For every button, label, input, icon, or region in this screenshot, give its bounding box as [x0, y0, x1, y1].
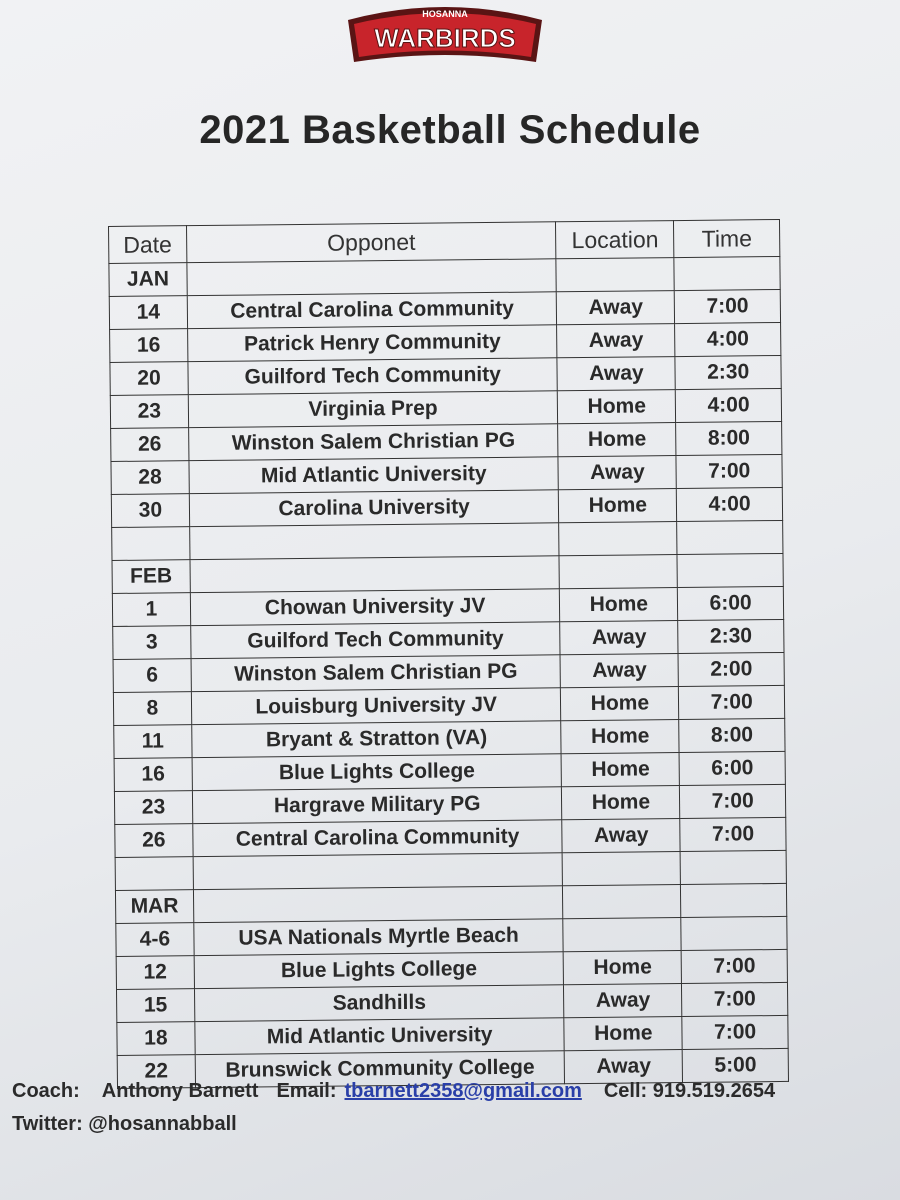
game-date: 28 [111, 461, 189, 495]
game-time: 7:00 [680, 817, 786, 851]
game-time [681, 916, 787, 950]
game-location: Away [564, 984, 682, 1018]
spacer-cell [677, 520, 783, 554]
game-time: 7:00 [682, 1015, 788, 1049]
game-time: 7:00 [679, 685, 785, 719]
spacer-cell [563, 852, 681, 886]
game-location: Away [562, 819, 680, 853]
month-empty-cell [193, 886, 563, 923]
game-time: 4:00 [677, 487, 783, 521]
page-title: 2021 Basketball Schedule [199, 108, 701, 152]
game-opponent: Bryant & Stratton (VA) [192, 721, 562, 758]
game-time: 4:00 [675, 322, 781, 356]
game-date: 26 [115, 824, 193, 858]
game-date: 23 [110, 395, 188, 429]
game-location: Away [557, 357, 675, 391]
game-date: 3 [113, 626, 191, 660]
game-time: 7:00 [682, 982, 788, 1016]
game-time: 8:00 [679, 718, 785, 752]
month-empty-cell [677, 553, 783, 587]
game-opponent: Mid Atlantic University [195, 1018, 565, 1055]
logo-small-text: HOSANNA [422, 9, 468, 19]
game-time: 2:30 [675, 355, 781, 389]
game-date: 26 [111, 428, 189, 462]
game-location: Away [557, 324, 675, 358]
month-label: FEB [112, 560, 190, 594]
spacer-cell [112, 527, 190, 561]
game-date: 30 [111, 494, 189, 528]
game-date: 16 [114, 758, 192, 792]
schedule-table [108, 219, 789, 1089]
game-date: 12 [116, 956, 194, 990]
cell-number: Cell: 919.519.2654 [603, 1080, 776, 1102]
header-date: Date [109, 226, 187, 264]
game-time: 7:00 [681, 949, 787, 983]
game-opponent: Virginia Prep [188, 391, 558, 428]
game-location: Home [559, 489, 677, 523]
game-opponent: Central Carolina Community [187, 292, 557, 329]
game-location: Away [557, 291, 675, 325]
game-opponent: Mid Atlantic University [189, 457, 559, 494]
header-opponent: Opponet [186, 222, 556, 263]
game-time: 4:00 [676, 388, 782, 422]
spacer-cell [115, 857, 193, 891]
game-location: Home [564, 951, 682, 985]
game-time: 2:30 [678, 619, 784, 653]
coach-name: Anthony Barnett [101, 1080, 259, 1102]
spacer-cell [193, 853, 563, 890]
game-location: Home [562, 753, 680, 787]
game-date: 1 [112, 593, 190, 627]
game-date: 20 [110, 362, 188, 396]
game-time: 7:00 [674, 289, 780, 323]
game-time: 8:00 [676, 421, 782, 455]
game-location: Away [560, 654, 678, 688]
game-location: Home [561, 720, 679, 754]
game-opponent: Blue Lights College [194, 952, 564, 989]
game-opponent: Guilford Tech Community [191, 622, 561, 659]
game-time: 7:00 [680, 784, 786, 818]
game-opponent: Carolina University [189, 490, 559, 527]
month-empty-cell [559, 555, 677, 589]
twitter-handle: Twitter: @hosannabball [12, 1113, 237, 1135]
coach-label: Coach: [12, 1080, 80, 1102]
month-empty-cell [563, 885, 681, 919]
game-location: Away [558, 456, 676, 490]
game-opponent: Patrick Henry Community [187, 325, 557, 362]
game-location: Home [564, 1017, 682, 1051]
month-empty-cell [681, 883, 787, 917]
game-opponent: Louisburg University JV [191, 688, 561, 725]
game-location [563, 918, 681, 952]
game-date: 23 [114, 791, 192, 825]
logo-main-text: WARBIRDS [374, 23, 516, 53]
month-label: MAR [115, 890, 193, 924]
game-date: 15 [116, 989, 194, 1023]
game-opponent: Brunswick Community College [195, 1051, 565, 1088]
game-opponent: Blue Lights College [192, 754, 562, 791]
game-location: Home [558, 423, 676, 457]
month-empty-cell [187, 259, 557, 296]
game-date: 4-6 [116, 923, 194, 957]
game-date: 22 [117, 1055, 195, 1089]
game-location: Away [565, 1050, 683, 1084]
spacer-cell [189, 523, 559, 560]
game-location: Home [560, 588, 678, 622]
game-opponent: Sandhills [194, 985, 564, 1022]
schedule-body [109, 256, 789, 1088]
spacer-cell [559, 522, 677, 556]
email-link[interactable]: tbarnett2358@gmail.com [344, 1080, 582, 1102]
game-opponent: Winston Salem Christian PG [188, 424, 558, 461]
game-opponent: Hargrave Military PG [192, 787, 562, 824]
game-date: 11 [114, 725, 192, 759]
game-time: 7:00 [676, 454, 782, 488]
contact-footer [12, 1080, 775, 1136]
game-date: 6 [113, 659, 191, 693]
header-time: Time [674, 219, 780, 257]
email-label: Email: [276, 1080, 337, 1102]
game-opponent: Guilford Tech Community [188, 358, 558, 395]
month-empty-cell [674, 256, 780, 290]
game-opponent: Winston Salem Christian PG [191, 655, 561, 692]
game-opponent: Chowan University JV [190, 589, 560, 626]
game-location: Away [560, 621, 678, 655]
game-time: 6:00 [679, 751, 785, 785]
warbirds-logo [340, 0, 550, 70]
game-opponent: USA Nationals Myrtle Beach [194, 919, 564, 956]
month-empty-cell [190, 556, 560, 593]
month-empty-cell [556, 258, 674, 292]
game-date: 8 [113, 692, 191, 726]
game-location: Home [562, 786, 680, 820]
spacer-cell [680, 850, 786, 884]
game-location: Home [558, 390, 676, 424]
game-opponent: Central Carolina Community [193, 820, 563, 857]
game-date: 16 [110, 329, 188, 363]
game-date: 18 [117, 1022, 195, 1056]
header-location: Location [556, 221, 674, 259]
game-time: 6:00 [678, 586, 784, 620]
game-date: 14 [109, 296, 187, 330]
game-time: 2:00 [678, 652, 784, 686]
warbirds-logo-graphic [340, 0, 550, 70]
month-label: JAN [109, 263, 187, 297]
game-time: 5:00 [682, 1048, 788, 1082]
game-location: Home [561, 687, 679, 721]
